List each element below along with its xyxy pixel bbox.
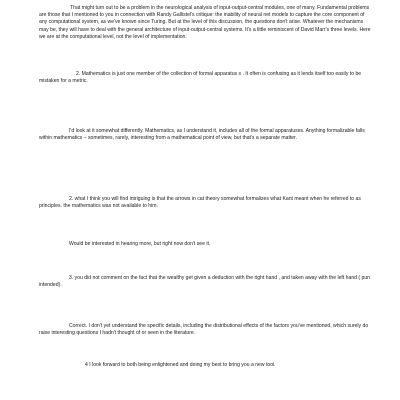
- paragraph-reply-formal-apparatuses: I'd look at it somewhat differently. Mathematics, as I understand it, includes all of the formal apparatuses. Anything formalizable falls within mathematics – sometimes, rarely, interesting from a mathematical point of view, but that's a separate matter.: [39, 128, 365, 142]
- paragraph-reply-correct: Correct. I don't yet understand the specific details, including the distributional effects of the factors you've mentioned, which surely do raise interesting questions I hadn't thought of or seen in the literature.: [39, 323, 369, 337]
- paragraph-reply-neural-modules: That might turn out to be a problem in the neurological analysis of input-output-central modules, one of many. Fundamental problems are those that I mentioned to you in connection with Randy Gallistel's critique: the inability of neural net models to capture the core component of any computational system, as we've known since Turing. But at the level of this discussion, the questions don't arise. Whatever the mechanisms may be, they will have to deal with the general architecture of input-output-central systems. It's a little reminiscent of David Marr's three levels. Here we are at the computational level, not the level of implementation.: [39, 5, 371, 40]
- paragraph-point-4-new-tool: 4 I look forward to both being enlightened and doing my best to bring you a new tool.: [85, 362, 276, 368]
- paragraph-point-2-category-theory: 2. what I think you will find intriguing is that the arrows in cat theory somewhat formalizes what Kant meant when he referred to as principles. the mathematics was not available to him.: [39, 196, 361, 210]
- paragraph-point-2-mathematics: 2. Mathematics is just one member of the collection of formal apparatus s . It often is confusing as it lends itself too easily to be mistaken for a metric.: [39, 71, 362, 85]
- paragraph-reply-interested: Would be interested in hearing more, but right now don't see it.: [69, 241, 211, 247]
- paragraph-point-3-deduction: 3. you did not comment on the fact that the wealthy get given a deduction with the right hand , and taken away with the left hand ( pun intended).: [39, 275, 371, 289]
